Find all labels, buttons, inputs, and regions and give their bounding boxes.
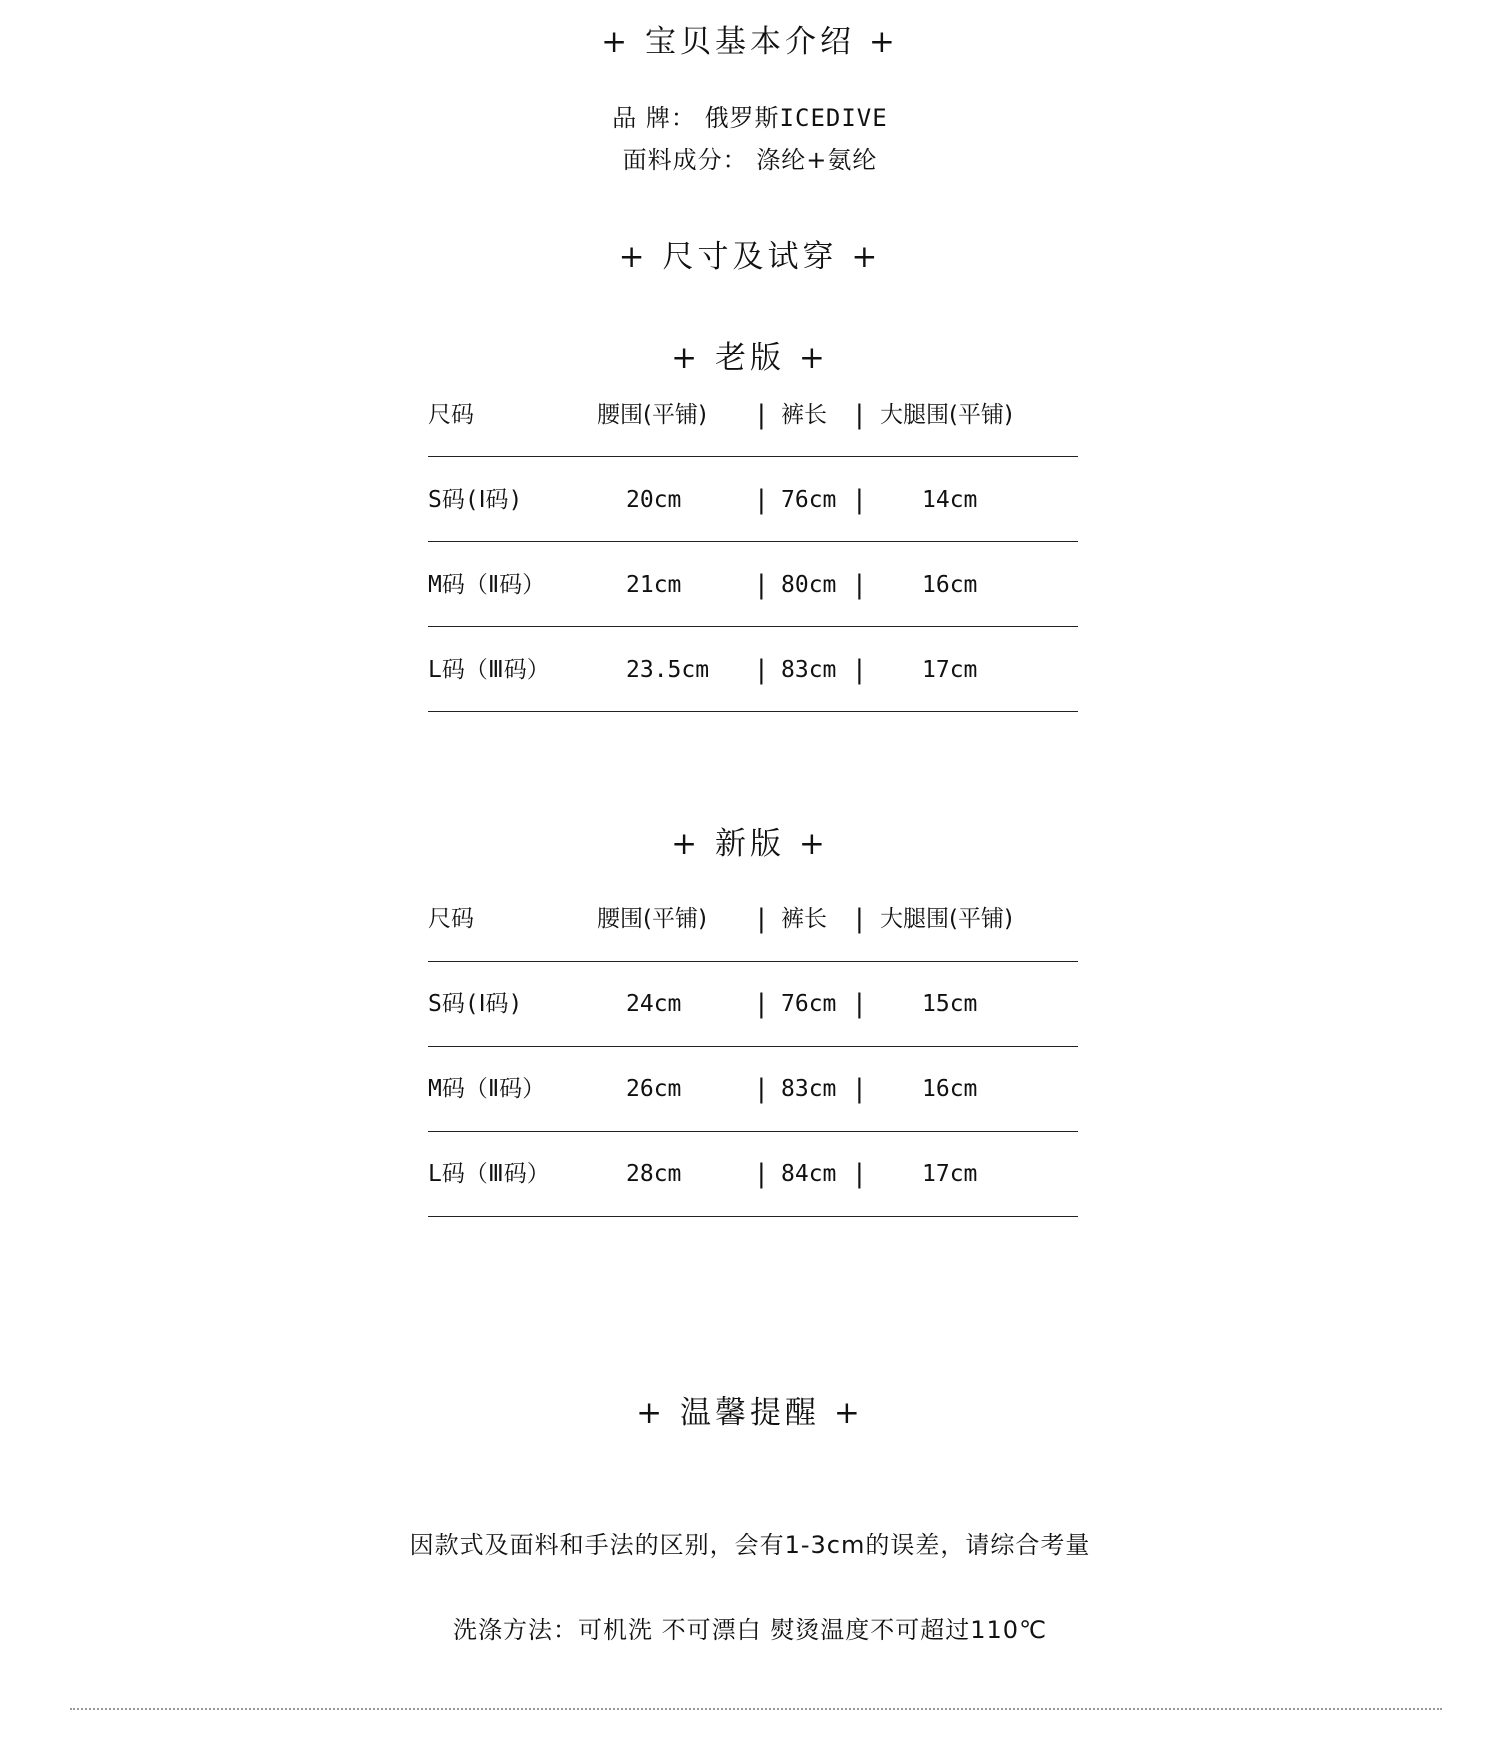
col-length-header: 裤长	[781, 906, 827, 932]
col-thigh-header: 大腿围(平铺)	[880, 402, 1013, 428]
row-rule	[428, 1131, 1078, 1132]
waist-cell: 20cm	[626, 487, 682, 513]
thigh-cell: 17cm	[922, 1161, 978, 1187]
column-divider: |	[855, 400, 864, 430]
fabric-value: 涤纶+氨纶	[756, 146, 878, 174]
column-divider: |	[757, 570, 766, 600]
tolerance-note: 因款式及面料和手法的区别，会有1-3cm的误差，请综合考量	[409, 1531, 1091, 1559]
row-rule	[428, 711, 1078, 712]
size-heading: + 尺寸及试穿 +	[618, 239, 882, 275]
wash-instructions: 洗涤方法：可机洗 不可漂白 熨烫温度不可超过110℃	[452, 1616, 1048, 1644]
brand-label: 品 牌：	[612, 104, 696, 132]
column-divider: |	[855, 989, 864, 1019]
size-cell: M码（Ⅱ码）	[428, 572, 546, 598]
column-divider: |	[757, 904, 766, 934]
length-cell: 83cm	[781, 657, 837, 683]
thigh-cell: 16cm	[922, 572, 978, 598]
column-divider: |	[855, 485, 864, 515]
col-size-header: 尺码	[428, 402, 474, 428]
size-cell: S码(Ⅰ码)	[428, 991, 523, 1017]
row-rule	[428, 456, 1078, 457]
dotted-divider	[70, 1708, 1442, 1710]
fabric-line	[0, 140, 1500, 175]
thigh-cell: 16cm	[922, 1076, 978, 1102]
row-rule	[428, 1216, 1078, 1217]
size-cell: M码（Ⅱ码）	[428, 1076, 546, 1102]
column-divider: |	[757, 400, 766, 430]
new-version-heading: + 新版 +	[671, 826, 829, 862]
waist-cell: 23.5cm	[626, 657, 710, 683]
column-divider: |	[855, 570, 864, 600]
row-rule	[428, 626, 1078, 627]
fabric-label: 面料成分：	[622, 146, 748, 174]
size-cell: S码(Ⅰ码)	[428, 487, 523, 513]
length-cell: 76cm	[781, 487, 837, 513]
column-divider: |	[855, 1159, 864, 1189]
brand-value: 俄罗斯ICEDIVE	[704, 104, 888, 132]
col-length-header: 裤长	[781, 402, 827, 428]
waist-cell: 24cm	[626, 991, 682, 1017]
size-cell: L码（Ⅲ码）	[428, 657, 550, 683]
size-cell: L码（Ⅲ码）	[428, 1161, 550, 1187]
waist-cell: 28cm	[626, 1161, 682, 1187]
reminder-heading: + 温馨提醒 +	[636, 1395, 864, 1431]
row-rule	[428, 1046, 1078, 1047]
col-waist-header: 腰围(平铺)	[597, 402, 707, 428]
brand-line	[0, 98, 1500, 133]
col-size-header: 尺码	[428, 906, 474, 932]
waist-cell: 21cm	[626, 572, 682, 598]
column-divider: |	[855, 904, 864, 934]
thigh-cell: 14cm	[922, 487, 978, 513]
column-divider: |	[757, 1159, 766, 1189]
length-cell: 80cm	[781, 572, 837, 598]
col-waist-header: 腰围(平铺)	[597, 906, 707, 932]
thigh-cell: 17cm	[922, 657, 978, 683]
row-rule	[428, 541, 1078, 542]
old-version-heading: + 老版 +	[671, 340, 829, 376]
column-divider: |	[855, 1074, 864, 1104]
column-divider: |	[757, 1074, 766, 1104]
thigh-cell: 15cm	[922, 991, 978, 1017]
length-cell: 83cm	[781, 1076, 837, 1102]
column-divider: |	[757, 485, 766, 515]
waist-cell: 26cm	[626, 1076, 682, 1102]
length-cell: 76cm	[781, 991, 837, 1017]
column-divider: |	[757, 655, 766, 685]
column-divider: |	[855, 655, 864, 685]
row-rule	[428, 961, 1078, 962]
column-divider: |	[757, 989, 766, 1019]
length-cell: 84cm	[781, 1161, 837, 1187]
intro-heading: + 宝贝基本介绍 +	[601, 24, 899, 60]
col-thigh-header: 大腿围(平铺)	[880, 906, 1013, 932]
